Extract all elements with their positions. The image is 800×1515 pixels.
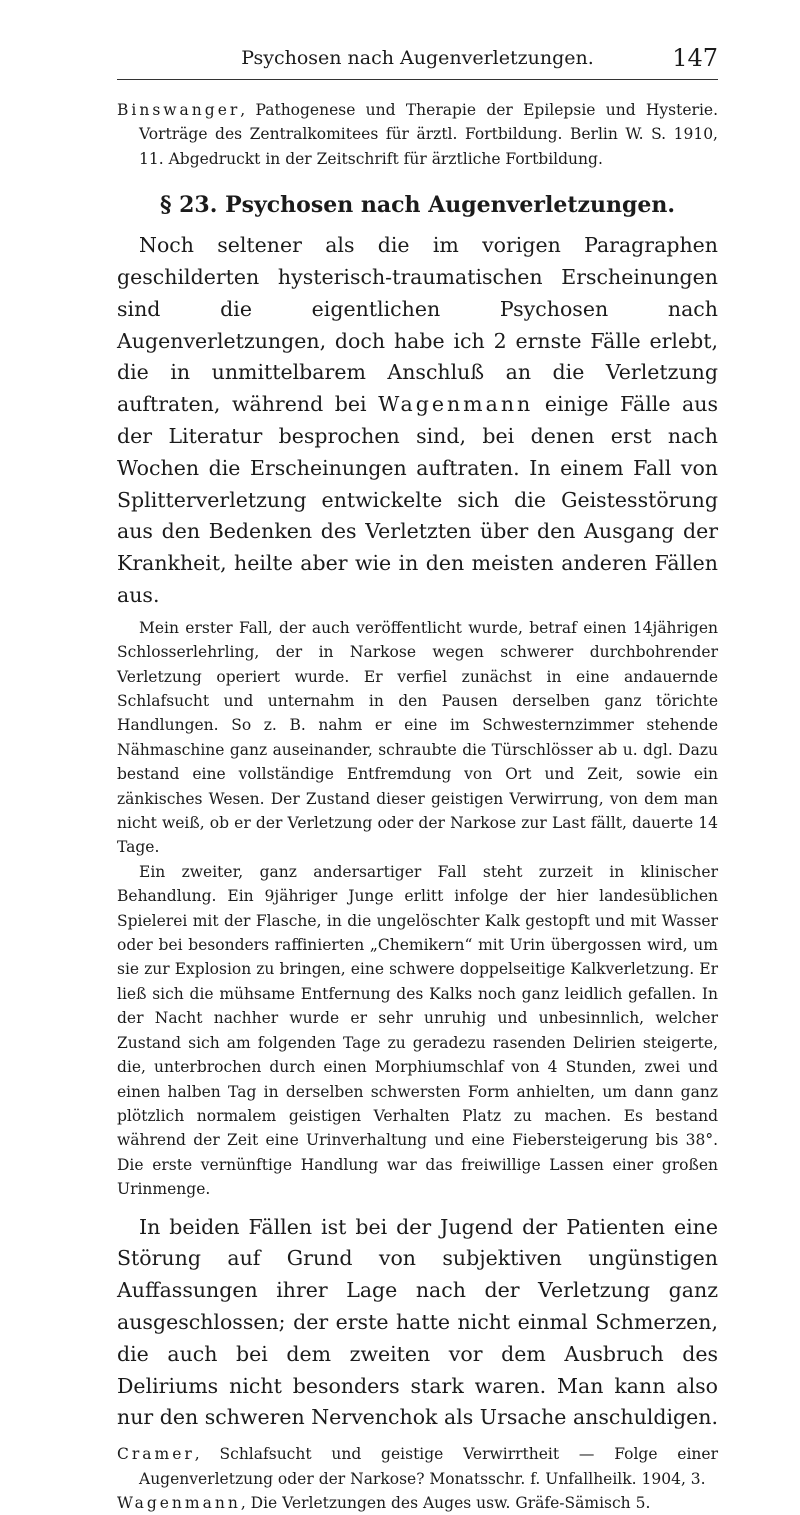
paragraph-intro-text-1: Noch seltener als die im vorigen Paragraphen geschilderten hysterisch-traumatischen Erscheinungen sind die eigentlichen Psychosen nach Augenverletzungen, doch habe ich 2 ernste Fälle erlebt, die in unmittelbarem Anschluß an die Verletzung auftraten, während bei: [117, 233, 718, 417]
paragraph-conclusion: In beiden Fällen ist bei der Jugend der Patienten eine Störung auf Grund von subjektiven ungünstigen Auffassungen ihrer Lage nach der Verletzung ganz ausgeschlossen; der erste hatte nicht einmal Schmerzen, die auch bei dem zweiten vor dem Ausbruch des Deliriums nicht besonders stark waren. Man kann also nur den schweren Nervenchok als Ursache anschuldigen.: [117, 1214, 718, 1430]
reference-author: Wagenmann: [117, 1493, 241, 1512]
reference-binswanger: [117, 98, 718, 171]
case-one: Mein erster Fall, der auch veröffentlicht wurde, betraf einen 14jährigen Schlosserlehrling, der in Narkose wegen schwerer durchbohrender Verletzung operiert wurde. Er verfiel zunächst in eine andauernde Schlafsucht und unternahm in den Pausen derselben ganz törichte Handlungen. So z. B. nahm er eine im Schwesternzimmer stehende Nähmaschine ganz auseinander, schraubte die Türschlösser ab u. dgl. Dazu bestand eine vollständige Entfremdung von Ort und Zeit, sowie ein zänkisches Wesen. Der Zustand dieser geistigen Verwirrung, von dem man nicht weiß, ob er der Verletzung oder der Narkose zur Last fällt, dauerte 14 Tage.: [117, 618, 718, 857]
case-two: Ein zweiter, ganz andersartiger Fall steht zurzeit in klinischer Behandlung. Ein 9jähriger Junge erlitt infolge der hier landesüblichen Spielerei mit der Flasche, in die ungelöschter Kalk gestopft und mit Wasser oder bei besonders raffinierten „Chemikern“ mit Urin übergossen wird, um sie zur Explosion zu bringen, eine schwere doppelseitige Kalkverletzung. Er ließ sich die mühsame Entfernung des Kalks noch ganz leidlich gefallen. In der Nacht nachher wurde er sehr unruhig und unbesinnlich, welcher Zustand sich am folgenden Tage zu geradezu rasenden Delirien steigerte, die, unterbrochen durch einen Morphiumschlaf von 4 Stunden, zwei und einen halben Tag in derselben schwersten Form anhielten, um dann ganz plötzlich normalem geistigen Verhalten Platz zu machen. Es bestand während der Zeit eine Urinverhaltung und eine Fiebersteigerung bis 38°. Die erste vernünftige Handlung war das freiwillige Lassen einer großen Urinmenge.: [117, 862, 718, 1199]
section-heading: [117, 190, 718, 220]
paragraph-intro: [117, 230, 718, 612]
author-wagenmann: Wagenmann: [378, 392, 534, 417]
reference-wagenmann: [117, 1491, 718, 1515]
reference-author: Cramer: [117, 1445, 195, 1464]
section-number: § 23.: [159, 192, 218, 219]
page-header: [117, 0, 718, 72]
reference-author: Binswanger: [117, 101, 241, 119]
reference-text: , Pathogenese und Therapie der Epilepsie und Hysterie. Vorträge des Zentralkomitees für ärztl. Fortbildung. Berlin W. S. 1910, 11. Abgedruckt in der Zeitschrift für ärztliche Fortbildung.: [139, 101, 718, 168]
paragraph-intro-text-2: einige Fälle aus der Literatur besprochen sind, bei denen erst nach Wochen die Erscheinungen auftraten. In einem Fall von Splitterverletzung entwickelte sich die Geistesstörung aus den Bedenken des Verletzten über den Ausgang der Krankheit, heilte aber wie in den meisten anderen Fällen aus.: [117, 392, 718, 607]
reference-text: , Die Verletzungen des Auges usw. Gräfe-Sämisch 5.: [240, 1493, 651, 1512]
reference-cramer: [117, 1442, 718, 1491]
page-number: 147: [672, 44, 718, 72]
reference-text: , Schlafsucht und geistige Verwirrtheit — Folge einer Augenverletzung oder der Narkose? Monatsschr. f. Unfallheilk. 1904, 3.: [139, 1445, 718, 1488]
references: [117, 1442, 718, 1515]
section-title: Psychosen nach Augenverletzungen.: [225, 192, 676, 219]
running-title: Psychosen nach Augenverletzungen.: [241, 47, 594, 69]
header-rule: [117, 79, 718, 80]
